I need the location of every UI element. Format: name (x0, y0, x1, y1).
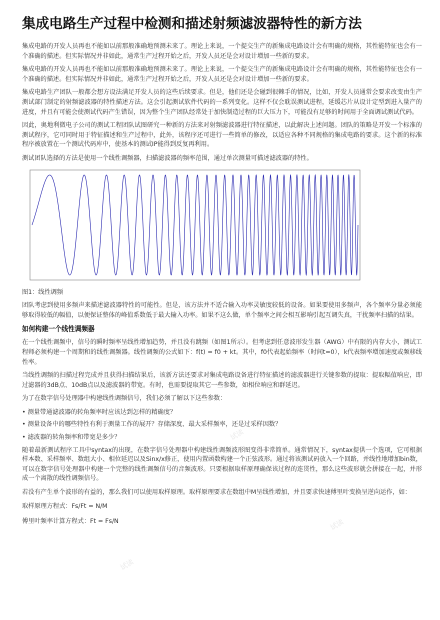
paragraph: 因此，奥地利微电子公司的测试工程团队试图研究一种新的方法来对射频滤波器进行特征描述，以此解决上述问题。团队的策略是开发一个标准的测试程序，它可同时用于特征描述和生产过程中，此外，该程序还可进行一些简单的修改，以适应各种不同规格的集成电路的要求。这个新的标准程序被放置在一个测试代码库中，使基本的测试IP能得到反复再利用。 (22, 122, 422, 149)
watermark: 试读 (328, 518, 346, 532)
page-title: 集成电路生产过程中检测和描述射频滤波器特性的新方法 (22, 16, 362, 32)
paragraph: 若没有产生单个波形的有益的，那么我们可以使用取样原理。取样原理要求在数组中M呈线性增加，并且要求快速傅里叶变换呈逆向运作，如： (22, 489, 411, 497)
list-item: • 测量带通滤波器的转角频率时应该达到怎样的精确度？ (22, 408, 177, 416)
list-item: • 测量设备中的哪些特性有利于测量工作的展开？存储深度、最大采样频率，还是过采样因数？ (22, 421, 282, 429)
formula-sampling: 取样原理方程式：Fs/Ft = N/M (22, 502, 108, 510)
chirp-chart (22, 168, 422, 286)
figure-caption: 图1：线性调频 (22, 288, 64, 296)
article-body (22, 42, 422, 533)
paragraph: 集成电路的开发人员再也不能如以前那般准确地预测未来了。理论上来说，一个提交生产的新集成电路设计会有明确的规格，其性能特征也会有一个准确的描述。但实际情况并非如此，通常生产过程开始之后，开发人员还是会对设计增加一些新的要求。 (22, 66, 422, 83)
formula-fourier: 傅里叶频率计算方程式：Ft = Fs/N (22, 518, 119, 526)
paragraph: 当线性调频的扫描过程完成并且获得扫描结果后，该新方法还要求对集成电路设备进行特征描述的滤波器进行关键参数的提取：提取幅值响应，即过滤器的3dB点、10dB点以及滤波器的带宽。有时，也需要提取其它一些参数，如相位响应和群延迟。 (22, 372, 422, 389)
section-heading: 如何构建一个线性调频器 (22, 325, 95, 334)
paragraph: 为了在数字信号处理器中构建线性调频信号，我们必须了解以下这些参数： (22, 395, 227, 403)
paragraph: 集成电路的开发人员再也不能如以前那般准确地预测未来了。理论上来说，一个提交生产的新集成电路设计会有明确的规格，其性能特征也会有一个准确的描述。但实际情况并非如此，通常生产过程开始之后，开发人员还是会对设计增加一些新的要求。 (22, 43, 422, 60)
paragraph: 团队考虑到使用多频声来描述滤波器特性的可能性。但是，该方法并不适合输入功率灵敏度较低的设备。如果要使用多频声，各个频率分量必须能够取得较低的幅值，以便保证整体的峰值系数低于最大输入功率。如果不这么做，单个频率之间会相互影响引起互调失真，干扰频率扫描的结果。 (22, 302, 422, 319)
watermark: 试读 (228, 428, 246, 442)
paragraph: 测试团队选择的方法是使用一个线性调频器，扫描滤波器的频率范围，通过单次测量可描述滤波器的特性。 (22, 154, 313, 162)
paragraph: 集成电路生产团队一般都会想方设法满足开发人员的这些后续要求。但是，他们还是会碰到很棘手的情况，比如，开发人员通常会要求改变由生产测试部门制定的射频滤波器的特性描述方法。这会引起测试软件代码的一系列变化。这样不仅会耽误测试进程，延缓芯片从设计定型到进入量产的进度，并且有可能会使测试代码产生错误，因为整个生产团队经常处于加快制造过程的巨大压力下，可能没有足够的时间用于全面调试测试代码。 (22, 89, 422, 116)
paragraph: 在一个线性调频中，信号的瞬时频率呈线性增加趋势，并且没有跳频（如图1所示）。但考虑到任意波形发生器（AWG）中有限的内存大小，测试工程师必须构建一个周期和的线性调频器。线性调频的公式如下：f(t) = f0 + kt。其中，f0代表起始频率（时间t=0），k代表频率增加速度或频移线性率。 (22, 339, 422, 366)
watermark: 试读 (118, 558, 136, 572)
chirp-figure (22, 168, 422, 286)
paragraph: 随着最新测试程序工具中syntax的出现，在数字信号处理器中构建线性调频波形图变得非常简单。通常情况下，syntax提供一个选项，它可根据样本数、采样频率、数组大小、相位延迟以及Sinx/x修正，使用内置函数构建一个正弦波形。通过将该测试码放入一个回路，并线性地增加bin数，可以在数字信号处理器中构建一个完整的线性调频信号的音频波形。只要根据取样原理确保该过程的连贯性，那么这些波形就会拼接在一起，并形成一个离散的线性调频信号。 (22, 446, 422, 483)
list-item: • 滤波器的转角频率和带宽是多少？ (22, 434, 121, 442)
